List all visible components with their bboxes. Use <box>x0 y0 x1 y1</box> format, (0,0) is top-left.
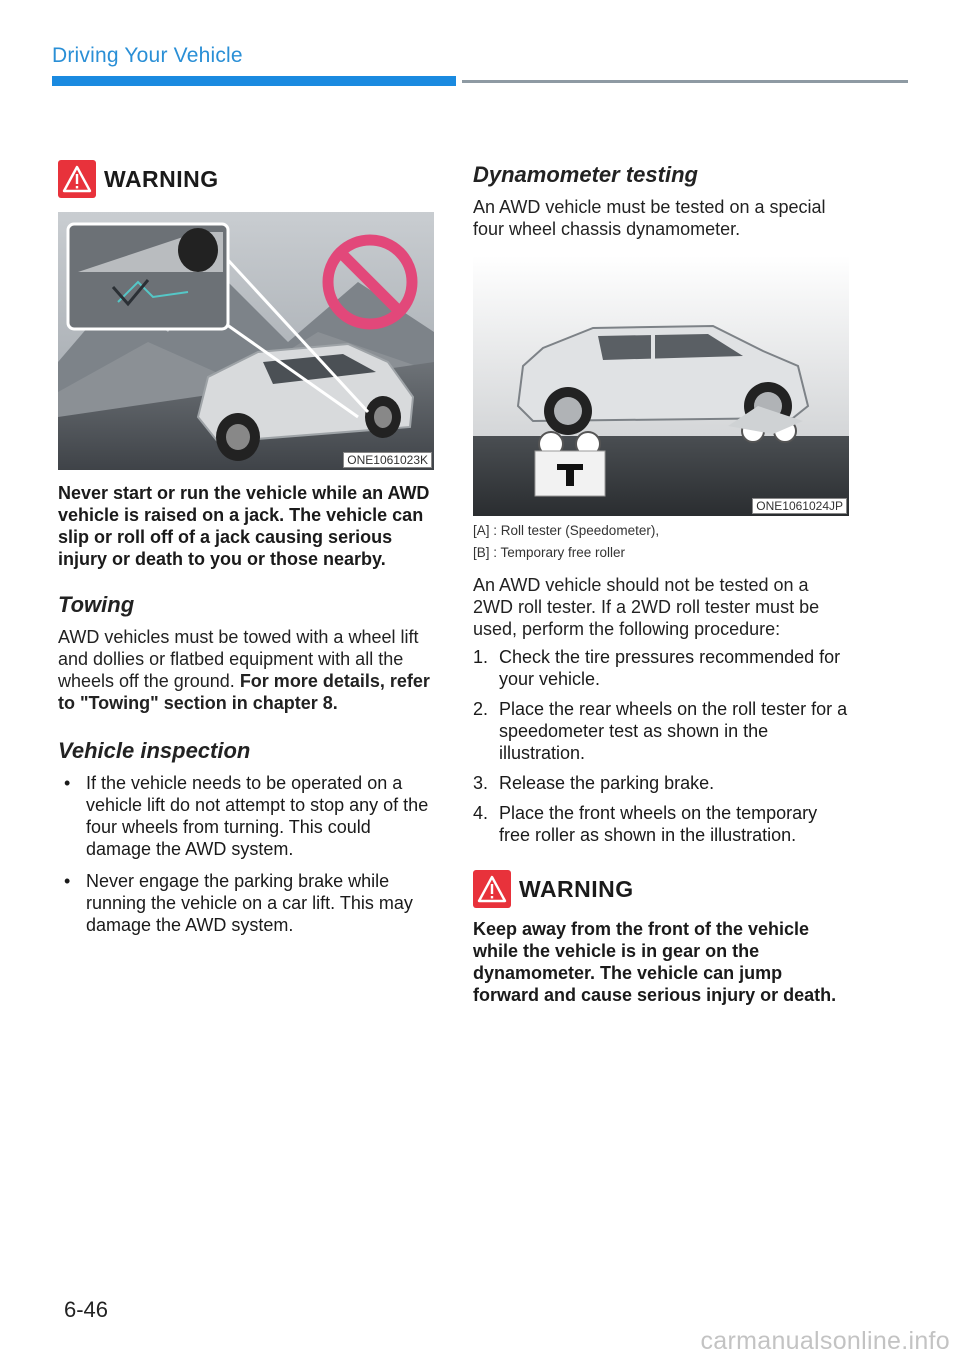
list-item <box>473 698 853 764</box>
procedure-steps <box>473 646 853 846</box>
figure-code: ONE1061024JP <box>752 498 847 514</box>
jack-warning-text: Never start or run the vehicle while an AWD vehicle is raised on a jack. The vehicle can slip or roll off of a jack causing serious injury or death to you or those nearby. <box>58 483 430 569</box>
caption-free-roller: [B] : Temporary free roller <box>473 545 626 560</box>
warning-triangle-icon <box>473 870 511 908</box>
step-number: 1. <box>473 647 489 667</box>
list-item <box>473 772 853 794</box>
dyno-warning-text: Keep away from the front of the vehicle while the vehicle is in gear on the dynamometer. The vehicle can jump forward and cause serious injury or death. <box>473 919 837 1005</box>
section-title: Driving Your Vehicle <box>52 44 243 67</box>
list-item: • If the vehicle needs to be operated on a vehicle lift do not attempt to stop any of the four wheels from turning. This could damage the AWD system. <box>58 772 438 860</box>
inspection-list <box>58 772 438 936</box>
header-rule <box>462 80 908 83</box>
step-text: Release the parking brake. <box>499 773 715 793</box>
header-accent-bar <box>52 76 456 86</box>
warning-heading <box>473 868 853 910</box>
step-text: Place the front wheels on the temporary free roller as shown in the illustration. <box>499 803 818 845</box>
step-number: 2. <box>473 699 489 719</box>
list-item: • Never engage the parking brake while running the vehicle on a car lift. This may damage the AWD system. <box>58 870 438 936</box>
page-number: 6-46 <box>64 1297 109 1322</box>
towing-heading: Towing <box>58 592 135 617</box>
warning-label: WARNING <box>104 165 219 192</box>
towing-paragraph <box>58 626 438 714</box>
towing-text: AWD vehicles must be towed with a wheel lift and dollies or flatbed equipment with all the wheels off the ground. <box>58 627 419 691</box>
list-item <box>473 802 853 846</box>
jack-warning-illustration <box>58 212 434 470</box>
warning-label: WARNING <box>519 875 634 902</box>
right-column <box>473 158 853 1006</box>
step-number: 3. <box>473 773 489 793</box>
inspection-heading: Vehicle inspection <box>58 738 251 763</box>
step-number: 4. <box>473 803 489 823</box>
watermark: carmanualsonline.info <box>700 1327 950 1355</box>
dynamometer-illustration <box>473 256 849 516</box>
list-item <box>473 646 853 690</box>
figure-code: ONE1061023K <box>343 452 432 468</box>
towing-reference: For more details, refer to "Towing" section in chapter 8. <box>58 671 430 713</box>
dyno-intro: An AWD vehicle must be tested on a special four wheel chassis dynamometer. <box>473 197 826 239</box>
warning-triangle-icon <box>58 160 96 198</box>
step-text: Place the rear wheels on the roll tester for a speedometer test as shown in the illustration. <box>499 699 848 763</box>
warning-heading <box>58 158 438 200</box>
step-text: Check the tire pressures recommended for your vehicle. <box>499 647 841 689</box>
caption-roll-tester: [A] : Roll tester (Speedometer), <box>473 523 660 538</box>
dyno-heading: Dynamometer testing <box>473 162 698 187</box>
left-column <box>58 158 438 946</box>
procedure-intro: An AWD vehicle should not be tested on a 2WD roll tester. If a 2WD roll tester must be used, perform the following procedure: <box>473 575 820 639</box>
